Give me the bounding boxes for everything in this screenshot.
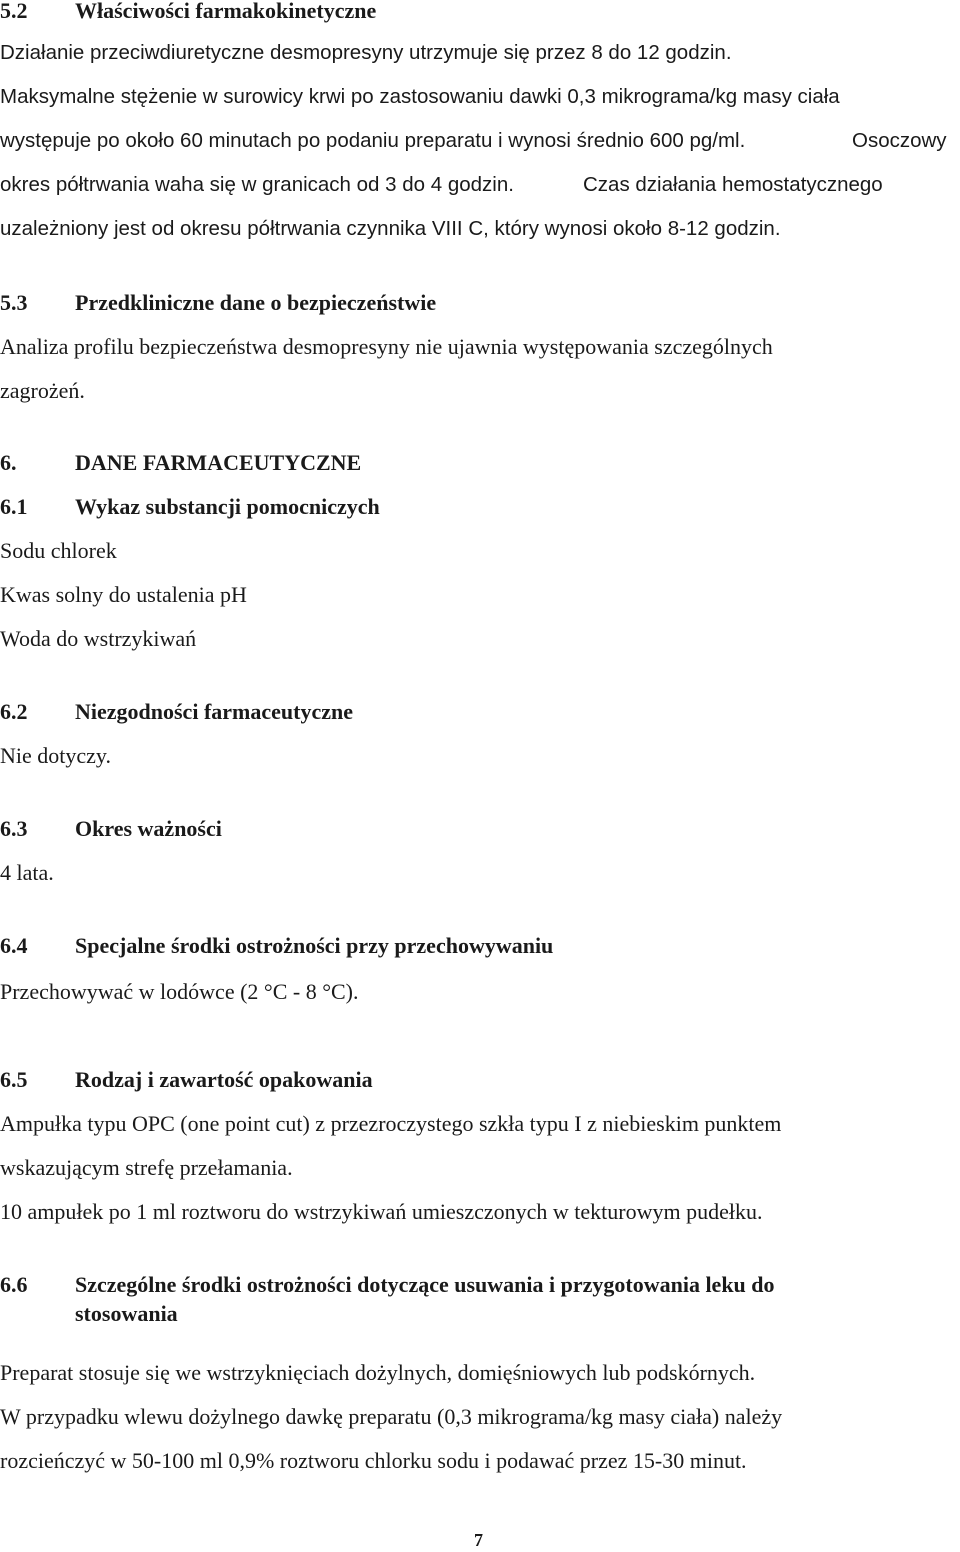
section-title: Rodzaj i zawartość opakowania [75, 1067, 373, 1092]
paragraph-line: Nie dotyczy. [0, 743, 111, 768]
section-title: Wykaz substancji pomocniczych [75, 494, 380, 519]
section-number: 6.4 [0, 933, 28, 958]
section-title: Specjalne środki ostrożności przy przechowywaniu [75, 933, 554, 958]
paragraph-line: rozcieńczyć w 50-100 ml 0,9% roztworu chlorku sodu i podawać przez 15-30 minut. [0, 1448, 747, 1473]
paragraph-line: Osoczowy [852, 129, 947, 152]
section-heading-5-2 [0, 0, 960, 26]
paragraph-line: wskazującym strefę przełamania. [0, 1155, 293, 1180]
paragraph-line: Ampułka typu OPC (one point cut) z przezroczystego szkła typu I z niebieskim punktem [0, 1111, 782, 1136]
excipient-item: Sodu chlorek [0, 538, 117, 563]
section-title: Szczególne środki ostrożności dotyczące usuwania i przygotowania leku do [75, 1272, 775, 1297]
section-heading-6-1 [0, 492, 960, 522]
section-number: 6.3 [0, 816, 28, 841]
paragraph-line: Przechowywać w lodówce (2 °C - 8 °C). [0, 979, 359, 1004]
paragraph-line: Preparat stosuje się we wstrzyknięciach dożylnych, domięśniowych lub podskórnych. [0, 1360, 756, 1385]
paragraph-line: występuje po około 60 minutach po podaniu preparatu i wynosi średnio 600 pg/ml. [0, 129, 746, 152]
section-number: 5.3 [0, 290, 28, 315]
excipient-item: Kwas solny do ustalenia pH [0, 582, 247, 607]
section-number: 6. [0, 450, 17, 475]
section-title: Niezgodności farmaceutyczne [75, 699, 353, 724]
section-heading-6-5 [0, 1065, 960, 1095]
paragraph-line: okres półtrwania waha się w granicach od 3 do 4 godzin. [0, 173, 514, 196]
paragraph-line: uzależniony jest od okresu półtrwania czynnika VIII C, który wynosi około 8-12 godzin. [0, 217, 781, 240]
section-title: DANE FARMACEUTYCZNE [75, 450, 362, 475]
section-title: Przedkliniczne dane o bezpieczeństwie [75, 290, 437, 315]
section-title: Właściwości farmakokinetyczne [75, 0, 377, 23]
page-number: 7 [474, 1530, 483, 1550]
section-title-continuation: stosowania [75, 1301, 178, 1326]
section-heading-6 [0, 448, 960, 478]
section-heading-6-2 [0, 697, 960, 727]
section-heading-5-3 [0, 288, 960, 318]
section-heading-6-6 [0, 1270, 960, 1300]
section-number: 6.6 [0, 1272, 28, 1297]
paragraph-line: Działanie przeciwdiuretyczne desmopresyny utrzymuje się przez 8 do 12 godzin. [0, 41, 732, 64]
section-number: 5.2 [0, 0, 28, 23]
paragraph-line: zagrożeń. [0, 378, 85, 403]
section-number: 6.1 [0, 494, 28, 519]
paragraph-line: Czas działania hemostatycznego [583, 173, 883, 196]
paragraph-line: 4 lata. [0, 860, 54, 885]
paragraph-line: W przypadku wlewu dożylnego dawkę preparatu (0,3 mikrograma/kg masy ciała) należy [0, 1404, 783, 1429]
section-heading-6-3 [0, 814, 960, 844]
paragraph-line: Analiza profilu bezpieczeństwa desmopresyny nie ujawnia występowania szczególnych [0, 334, 773, 359]
paragraph-line: Maksymalne stężenie w surowicy krwi po zastosowaniu dawki 0,3 mikrograma/kg masy ciała [0, 85, 840, 108]
section-number: 6.5 [0, 1067, 28, 1092]
paragraph-line: 10 ampułek po 1 ml roztworu do wstrzykiwań umieszczonych w tekturowym pudełku. [0, 1199, 763, 1224]
section-heading-6-4 [0, 931, 960, 961]
excipient-item: Woda do wstrzykiwań [0, 626, 197, 651]
section-number: 6.2 [0, 699, 28, 724]
section-title: Okres ważności [75, 816, 222, 841]
